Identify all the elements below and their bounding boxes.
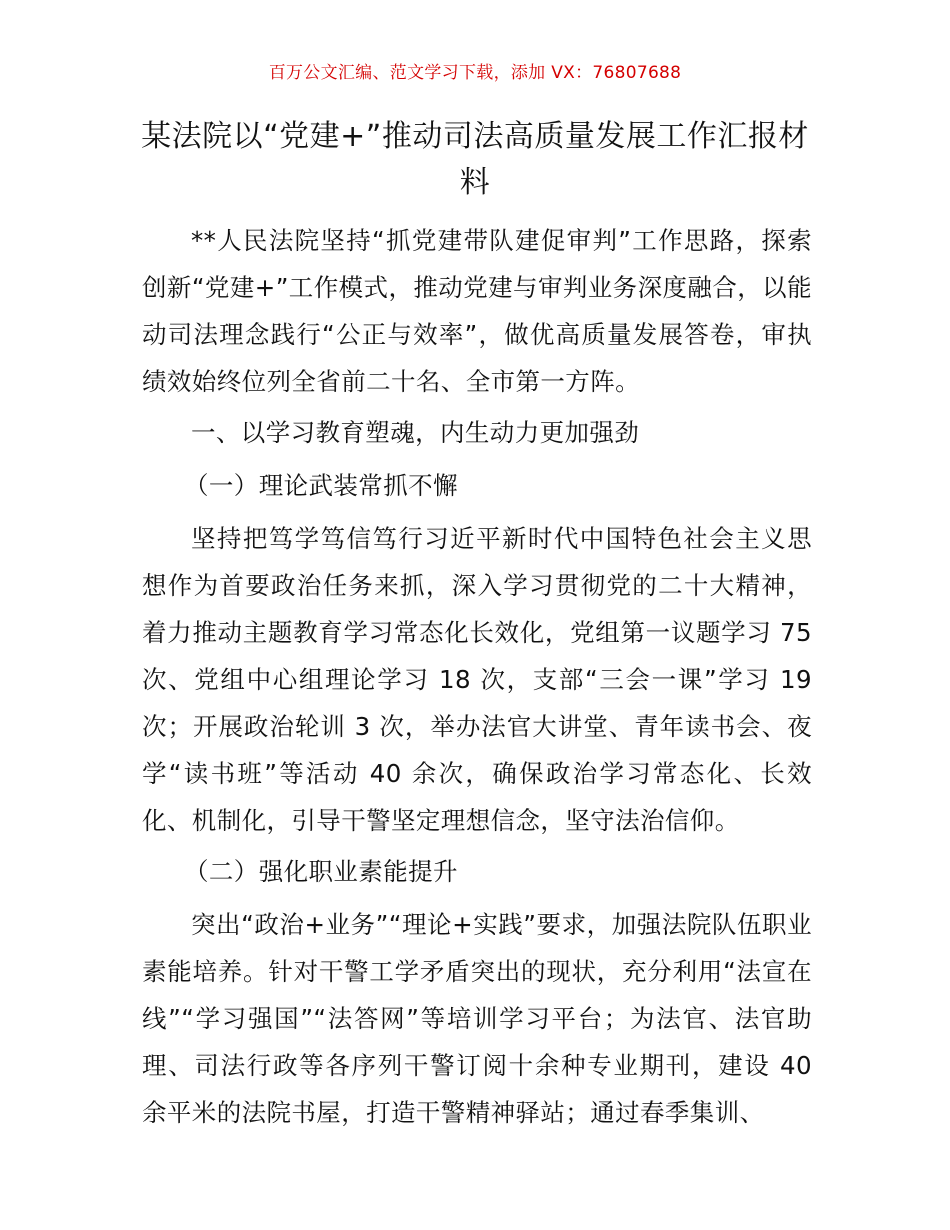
section-heading-1: 一、以学习教育塑魂，内生动力更加强劲	[191, 418, 640, 447]
document-title: 某法院以“党建+”推动司法高质量发展工作汇报材料	[141, 119, 809, 200]
subsection-1-paragraph: 坚持把笃学笃信笃行习近平新时代中国特色社会主义思想作为首要政治任务来抓，深入学习贯彻党的二十大精神，着力推动主题教育学习常态化长效化，党组第一议题学习 75 次、党组中心组理论学习 18 次，支部“三会一课”学习 19 次；开展政治轮训 3 次，举办法官大讲堂、青年读书会、夜学“读书班”等活动 40 余次，确保政治学习常态化、长效化、机制化，引导干警坚定理想信念，坚守法治信仰。	[142, 524, 812, 835]
watermark-banner: 百万公文汇编、范文学习下载，添加 VX：76807688	[268, 63, 682, 83]
intro-paragraph: **人民法院坚持“抓党建带队建促审判”工作思路，探索创新“党建+”工作模式，推动党建与审判业务深度融合，以能动司法理念践行“公正与效率”，做优高质量发展答卷，审执绩效始终位列全省前二十名、全市第一方阵。	[142, 226, 812, 396]
subsection-heading-2: （二）强化职业素能提升	[184, 857, 458, 886]
document-body	[142, 217, 812, 1140]
subsection-heading-1: （一）理论武装常抓不懈	[184, 471, 458, 500]
subsection-2-paragraph: 突出“政治+业务”“理论+实践”要求，加强法院队伍职业素能培养。针对干警工学矛盾突出的现状，充分利用“法宣在线”“学习强国”“法答网”等培训学习平台；为法官、法官助理、司法行政等各序列干警订阅十余种专业期刊，建设 40 余平米的法院书屋，打造干警精神驿站；通过春季集训、	[142, 910, 812, 1127]
